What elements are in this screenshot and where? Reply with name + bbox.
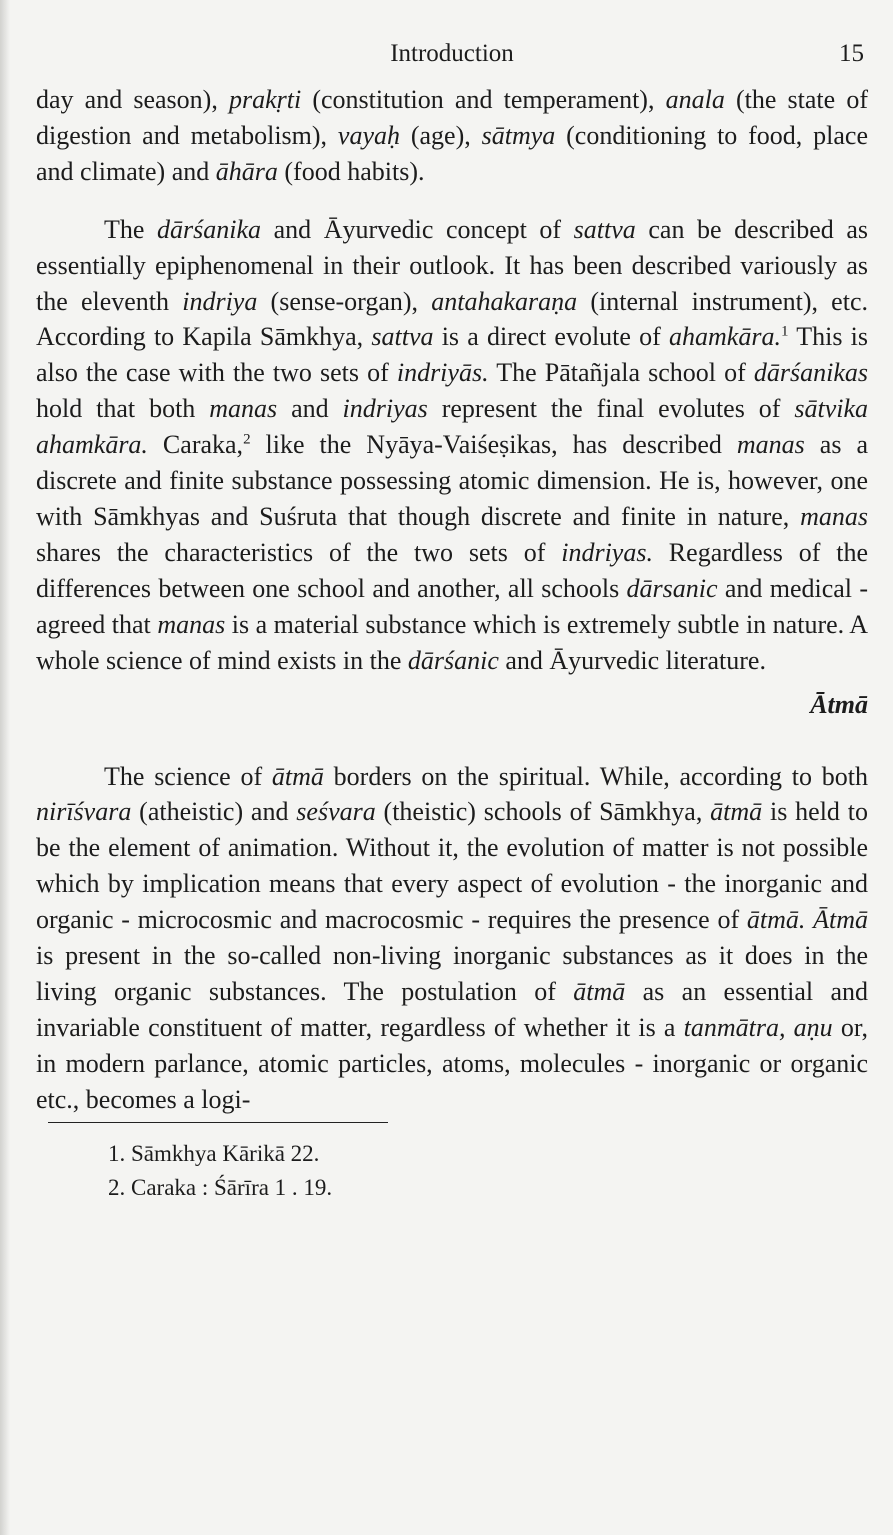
- italic-term: ātmā. Ātmā: [746, 905, 868, 935]
- paragraph-p3: [36, 759, 868, 1118]
- text-run: and Āyurvedic concept of: [261, 214, 574, 244]
- footnote-ref: 2: [243, 431, 251, 448]
- book-page: [36, 30, 868, 1205]
- text-run: represent the final evolutes of: [427, 394, 795, 424]
- italic-term: dārsanic: [626, 573, 718, 603]
- italic-term: manas: [800, 501, 868, 531]
- body-text-lower: [36, 759, 868, 1118]
- italic-term: āhāra: [215, 156, 278, 186]
- text-run: is a direct evolute of: [433, 322, 670, 352]
- page-number: 15: [839, 40, 864, 67]
- text-run: and Āyurvedic literature.: [498, 645, 766, 675]
- text-run: The: [104, 214, 157, 244]
- italic-term: sātvika ahamkāra.: [36, 394, 869, 460]
- text-run: shares the characteristics of the two sets of: [36, 537, 562, 567]
- italic-term: anala: [665, 85, 725, 114]
- text-run: (conditioning to food, place and climate) and: [36, 120, 869, 186]
- running-header: [36, 30, 868, 82]
- text-run: This is also the case with the two sets of: [36, 322, 868, 388]
- footnote-2: 2. Caraka : Śārīra 1 . 19.: [108, 1174, 333, 1200]
- text-run: borders on the spiritual. While, according to both: [323, 761, 868, 791]
- text-run: or, in modern parlance, atomic particles, atoms, molecules - inorganic or organic etc., becomes a logi-: [36, 1012, 868, 1114]
- paragraph-p2: [36, 212, 868, 679]
- text-run: and: [277, 394, 343, 424]
- paragraph-p1: [36, 82, 868, 190]
- text-run: is held to be the element of animation. Without it, the evolution of matter is not possible which by implication means that every aspect of evolution - the inorganic and organic - microcosmic and macrocosmic - requires the presence of: [36, 797, 868, 935]
- italic-term: manas: [157, 609, 226, 639]
- text-run: Caraka,: [147, 430, 244, 460]
- text-run: is a material substance which is extremely subtle in nature. A whole science of mind exists in the: [36, 609, 869, 675]
- section-heading: Ātmā: [810, 689, 868, 719]
- italic-term: ātmā: [573, 976, 626, 1006]
- italic-term: indriya: [182, 286, 258, 316]
- italic-term: seśvara: [296, 797, 376, 827]
- italic-term: sattva: [573, 214, 636, 244]
- footnote-rule: [48, 1122, 388, 1123]
- italic-term: ahamkāra.: [669, 322, 781, 352]
- italic-term: dārśanic: [407, 645, 499, 675]
- text-run: (sense-organ),: [257, 286, 432, 316]
- text-run: (age),: [400, 120, 482, 150]
- text-run: is present in the so-called non-living inorganic substances as it does in the living organic substances. The postulation of: [36, 941, 868, 1006]
- text-run: and medical - agreed that: [36, 573, 868, 639]
- text-run: like the Nyāya-Vaiśeṣikas, has described: [250, 430, 737, 460]
- text-run: Regardless of the differences between one school and another, all schools: [36, 537, 868, 603]
- italic-term: ātmā: [271, 761, 324, 791]
- italic-term: manas: [736, 430, 805, 460]
- italic-term: indriyas.: [561, 537, 653, 567]
- italic-term: nirīśvara: [36, 797, 132, 827]
- footnote-1: 1. Sāmkhya Kārikā 22.: [108, 1140, 320, 1166]
- italic-term: tanmātra, aṇu: [683, 1012, 833, 1042]
- text-run: as an essential and invariable constituent of matter, regardless of whether it is a: [36, 976, 868, 1042]
- text-run: (atheistic) and: [131, 797, 297, 827]
- italic-term: manas: [209, 394, 278, 424]
- text-run: (the state of digestion and metabolism),: [36, 85, 868, 150]
- body-text-upper: [36, 82, 868, 679]
- text-run: (constitution and temperament),: [301, 85, 666, 114]
- italic-term: indriyas: [342, 394, 428, 424]
- text-run: (theistic) schools of Sāmkhya,: [375, 797, 711, 827]
- italic-term: sattva: [371, 322, 434, 352]
- italic-term: prakṛti: [228, 85, 302, 114]
- italic-term: indriyās.: [396, 358, 489, 388]
- italic-term: vayaḥ: [337, 120, 400, 150]
- page-spine-shadow: [0, 0, 10, 1535]
- text-run: as a discrete and finite substance possessing atomic dimension. He is, however, one with Sāmkhyas and Suśruta that though discrete and finite in nature,: [36, 430, 869, 531]
- italic-term: dārśanika: [157, 214, 261, 244]
- italic-term: ātmā: [710, 797, 763, 827]
- text-run: (internal instrument), etc. According to Kapila Sāmkhya,: [36, 286, 868, 352]
- text-run: hold that both: [36, 394, 210, 424]
- italic-term: antahakaraṇa: [431, 286, 578, 316]
- text-run: (food habits).: [277, 156, 425, 186]
- text-run: The Pātañjala school of: [488, 358, 754, 388]
- footnote-ref: 1: [780, 323, 789, 340]
- footnotes: [36, 1137, 868, 1205]
- italic-term: sātmya: [481, 120, 556, 150]
- italic-term: dārśanikas: [753, 358, 868, 388]
- text-run: day and season),: [36, 85, 229, 114]
- text-run: The science of: [104, 761, 272, 791]
- text-run: can be described as essentially epiphenomenal in their outlook. It has been described variously as the eleventh: [36, 214, 868, 316]
- running-title: Introduction: [390, 40, 514, 67]
